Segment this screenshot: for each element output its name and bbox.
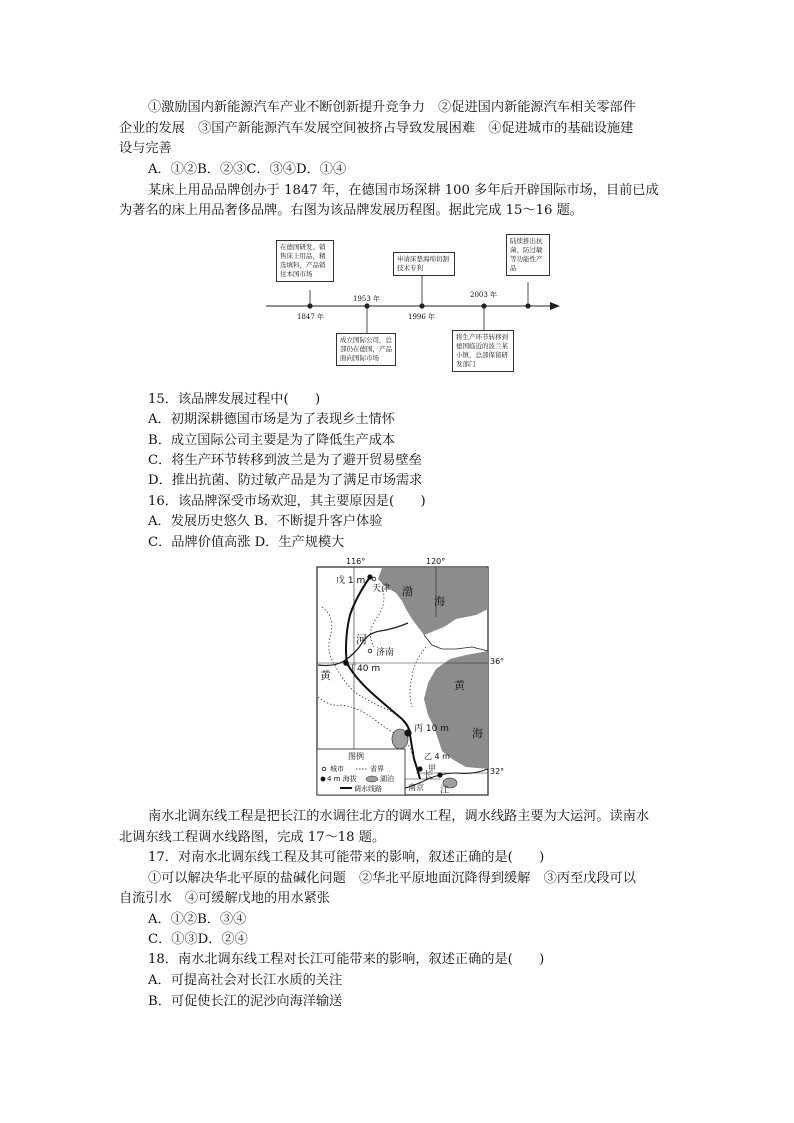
question-15-option-a: A．初期深耕德国市场是为了表现乡土情怀 [148, 412, 395, 427]
label-bing: 丙 10 m [414, 724, 449, 734]
timeline-event-1996: 申请床垫海绵切割技术专利 [393, 252, 455, 276]
question-17-options-cd: C．①③D．②④ [148, 932, 248, 947]
option-text-line: ①激励国内新能源汽车产业不断创新提升竞争力 ②促进国内新能源汽车相关零部件 [148, 100, 636, 115]
label-yi: 乙 4 m [424, 752, 450, 761]
option-text-line: 设与完善 [119, 141, 172, 156]
question-15-option-c: C．将生产环节转移到波兰是为了避开贸易壁垒 [148, 453, 422, 468]
paragraph-line: 某床上用品品牌创办于 1847 年，在德国市场深耕 100 多年后开辟国际市场，目前已成 [148, 183, 659, 198]
label-nanjing: 南京 [408, 783, 424, 792]
label-he: 河 [356, 633, 367, 646]
question-17-statements: ①可以解决华北平原的盐碱化问题 ②华北平原地面沉降得到缓解 ③丙至戊段可以 [148, 871, 636, 886]
question-16-options-ab: A．发展历史悠久 B．不断提升客户体验 [148, 514, 383, 529]
question-18-option-b: B．可促使长江的泥沙向海洋输送 [148, 994, 343, 1009]
label-ding: 丁40 m [348, 664, 381, 674]
legend-lake: 湖泊 [380, 775, 394, 783]
question-16-options-cd: C．品牌价值高涨 D．生产规模大 [148, 535, 345, 550]
question-16: 16．该品牌深受市场欢迎，其主要原因是( ) [148, 494, 426, 509]
timeline-event-1847: 在德国研发、销售床上用品，精选填料，产品销往本国市场 [276, 240, 334, 282]
question-18-option-a: A．可提高社会对长江水质的关注 [148, 973, 343, 988]
question-17: 17．对南水北调东线工程及其可能带来的影响，叙述正确的是( ) [148, 850, 545, 865]
label-tianjin: 天津 [372, 584, 391, 594]
timeline-event-2003: 将生产环节转移到德国临近的波兰某小镇，总部保留研发部门 [452, 330, 514, 372]
label-bo: 渤 [402, 585, 413, 598]
south-north-water-map [316, 557, 505, 797]
question-18: 18．南水北调东线工程对长江可能带来的影响，叙述正确的是( ) [148, 952, 545, 967]
year-label-1847: 1847 年 [297, 313, 325, 321]
lon-116-label: 116° [346, 557, 366, 566]
label-hai-yellow: 海 [472, 727, 483, 740]
year-label-2003: 2003 年 [470, 291, 498, 299]
year-label-1996: 1996 年 [408, 313, 436, 321]
paragraph-line: 为著名的床上用品奢侈品牌。右图为该品牌发展历程图。据此完成 15～16 题。 [119, 203, 583, 218]
paragraph-line: 南水北调东线工程是把长江的水调往北方的调水工程，调水线路主要为大运河。读南水 [148, 809, 650, 824]
lat-36-label: 36° [490, 657, 505, 666]
legend-boundary: 省界 [370, 765, 384, 773]
brand-timeline-figure [260, 230, 570, 380]
label-jiang: 江 [440, 786, 450, 796]
year-label-1953: 1953 年 [353, 295, 381, 303]
label-jia: 甲 [428, 764, 436, 773]
option-text-line: 企业的发展 ③国产新能源汽车发展空间被挤占导致发展困难 ④促进城市的基础设施建 [119, 121, 634, 136]
question-15-option-d: D．推出抗菌、防过敏产品是为了满足市场需求 [148, 473, 423, 488]
point-yi [417, 766, 422, 771]
label-wu: 戊 1 m [336, 576, 366, 586]
label-chang: 长 [424, 771, 434, 781]
point-jia [437, 772, 442, 777]
paragraph-line: 北调东线工程调水线路图，完成 17～18 题。 [119, 830, 386, 845]
label-huang-sea: 黄 [454, 679, 465, 692]
question-17-statements: 自流引水 ④可缓解戊地的用水紧张 [119, 891, 330, 906]
timeline-event-latest: 陆续推出抗菌、防过敏等功能性产品 [506, 234, 550, 276]
label-huang-river: 黄 [320, 669, 331, 682]
timeline-event-1953: 成立国际公司，总部仍在德国，产品面向国际市场 [336, 333, 396, 366]
lat-32-label: 32° [490, 767, 505, 776]
answer-choices: A．①②B．②③C．③④D．①④ [148, 162, 347, 177]
legend-elevation: 4 m 海拔 [327, 775, 357, 783]
lon-120-label: 120° [426, 557, 446, 566]
label-jinan: 济南 [376, 648, 395, 658]
legend-city: 城市 [330, 765, 344, 773]
legend-title: 图例 [348, 752, 364, 761]
question-17-options-ab: A．①②B．③④ [148, 912, 247, 927]
question-15-option-b: B．成立国际公司主要是为了降低生产成本 [148, 433, 396, 448]
legend-route: 调水线路 [354, 785, 382, 793]
question-15: 15．该品牌发展过程中( ) [148, 392, 321, 407]
point-bing [404, 729, 411, 736]
label-hai-bohai: 海 [434, 595, 445, 608]
city-jinan [368, 649, 372, 653]
